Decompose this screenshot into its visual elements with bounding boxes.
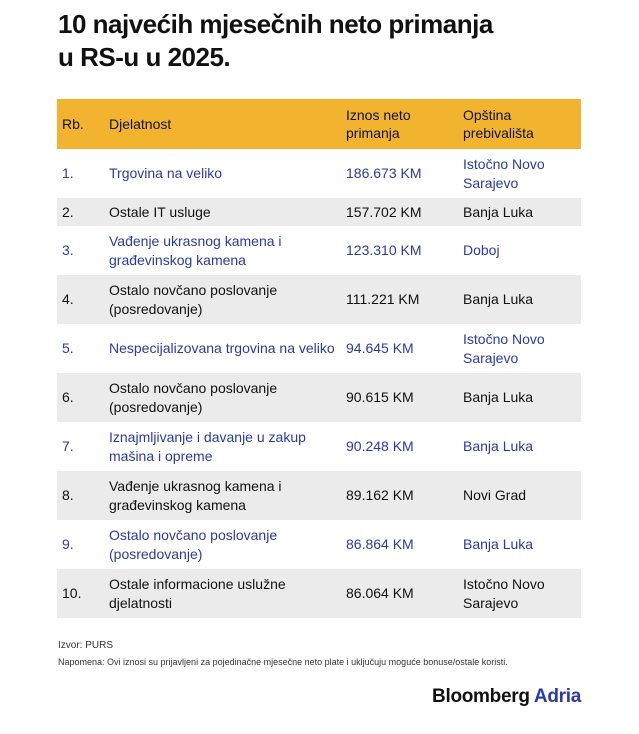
cell-djelatnost: Ostalo novčano poslovanje (posredovanje) [109,275,346,324]
cell-djelatnost: Ostale informacione uslužne djelatnosti [109,569,346,618]
cell-rb: 3. [57,226,109,275]
table-row [57,275,581,324]
cell-iznos: 157.702 KM [346,198,463,226]
cell-rb: 6. [57,373,109,422]
cell-djelatnost: Trgovina na veliko [109,149,346,198]
brand-logo-part-2: Adria [533,686,581,707]
table-row [57,422,581,471]
cell-opstina: Istočno Novo Sarajevo [463,569,581,618]
cell-rb: 5. [57,324,109,373]
cell-iznos: 86.864 KM [346,520,463,569]
page-title [58,8,598,74]
header-rb: Rb. [57,99,109,149]
brand-logo-part-1: Bloomberg [432,686,530,707]
cell-djelatnost: Ostalo novčano poslovanje (posredovanje) [109,373,346,422]
header-iznos: Iznos neto primanja [346,99,463,149]
table-row [57,324,581,373]
cell-rb: 10. [57,569,109,618]
table-row [57,520,581,569]
cell-opstina: Banja Luka [463,520,581,569]
footnote-text: Napomena: Ovi iznosi su prijavljeni za pojedinačne mjesečne neto plate i uključuju moguće bonuse/ostale koristi. [58,657,508,667]
header-opstina: Opština prebivališta [463,99,581,149]
cell-djelatnost: Vađenje ukrasnog kamena i građevinskog kamena [109,226,346,275]
cell-iznos: 111.221 KM [346,275,463,324]
cell-rb: 2. [57,198,109,226]
table-row [57,569,581,618]
table-row [57,149,581,198]
source-text: Izvor: PURS [58,640,114,651]
cell-opstina: Doboj [463,226,581,275]
cell-iznos: 94.645 KM [346,324,463,373]
cell-rb: 4. [57,275,109,324]
cell-iznos: 186.673 KM [346,149,463,198]
table-row [57,373,581,422]
table-row [57,226,581,275]
cell-rb: 8. [57,471,109,520]
table-row [57,471,581,520]
cell-djelatnost: Vađenje ukrasnog kamena i građevinskog kamena [109,471,346,520]
ranking-table [57,99,581,618]
cell-opstina: Banja Luka [463,373,581,422]
brand-logo [432,685,581,709]
cell-iznos: 123.310 KM [346,226,463,275]
title-line-2: u RS-u u 2025. [58,42,231,72]
cell-rb: 1. [57,149,109,198]
cell-djelatnost: Iznajmljivanje i davanje u zakup mašina i opreme [109,422,346,471]
cell-iznos: 89.162 KM [346,471,463,520]
table-header-row [57,99,581,149]
cell-djelatnost: Nespecijalizovana trgovina na veliko [109,324,346,373]
cell-opstina: Banja Luka [463,275,581,324]
cell-rb: 7. [57,422,109,471]
cell-opstina: Istočno Novo Sarajevo [463,149,581,198]
cell-djelatnost: Ostalo novčano poslovanje (posredovanje) [109,520,346,569]
ranking-table-container [57,99,581,618]
cell-opstina: Banja Luka [463,198,581,226]
cell-opstina: Istočno Novo Sarajevo [463,324,581,373]
cell-rb: 9. [57,520,109,569]
cell-opstina: Novi Grad [463,471,581,520]
cell-opstina: Banja Luka [463,422,581,471]
cell-iznos: 86.064 KM [346,569,463,618]
title-line-1: 10 najvećih mjesečnih neto primanja [58,9,493,39]
cell-iznos: 90.615 KM [346,373,463,422]
cell-djelatnost: Ostale IT usluge [109,198,346,226]
cell-iznos: 90.248 KM [346,422,463,471]
header-djelatnost: Djelatnost [109,99,346,149]
table-row [57,198,581,226]
